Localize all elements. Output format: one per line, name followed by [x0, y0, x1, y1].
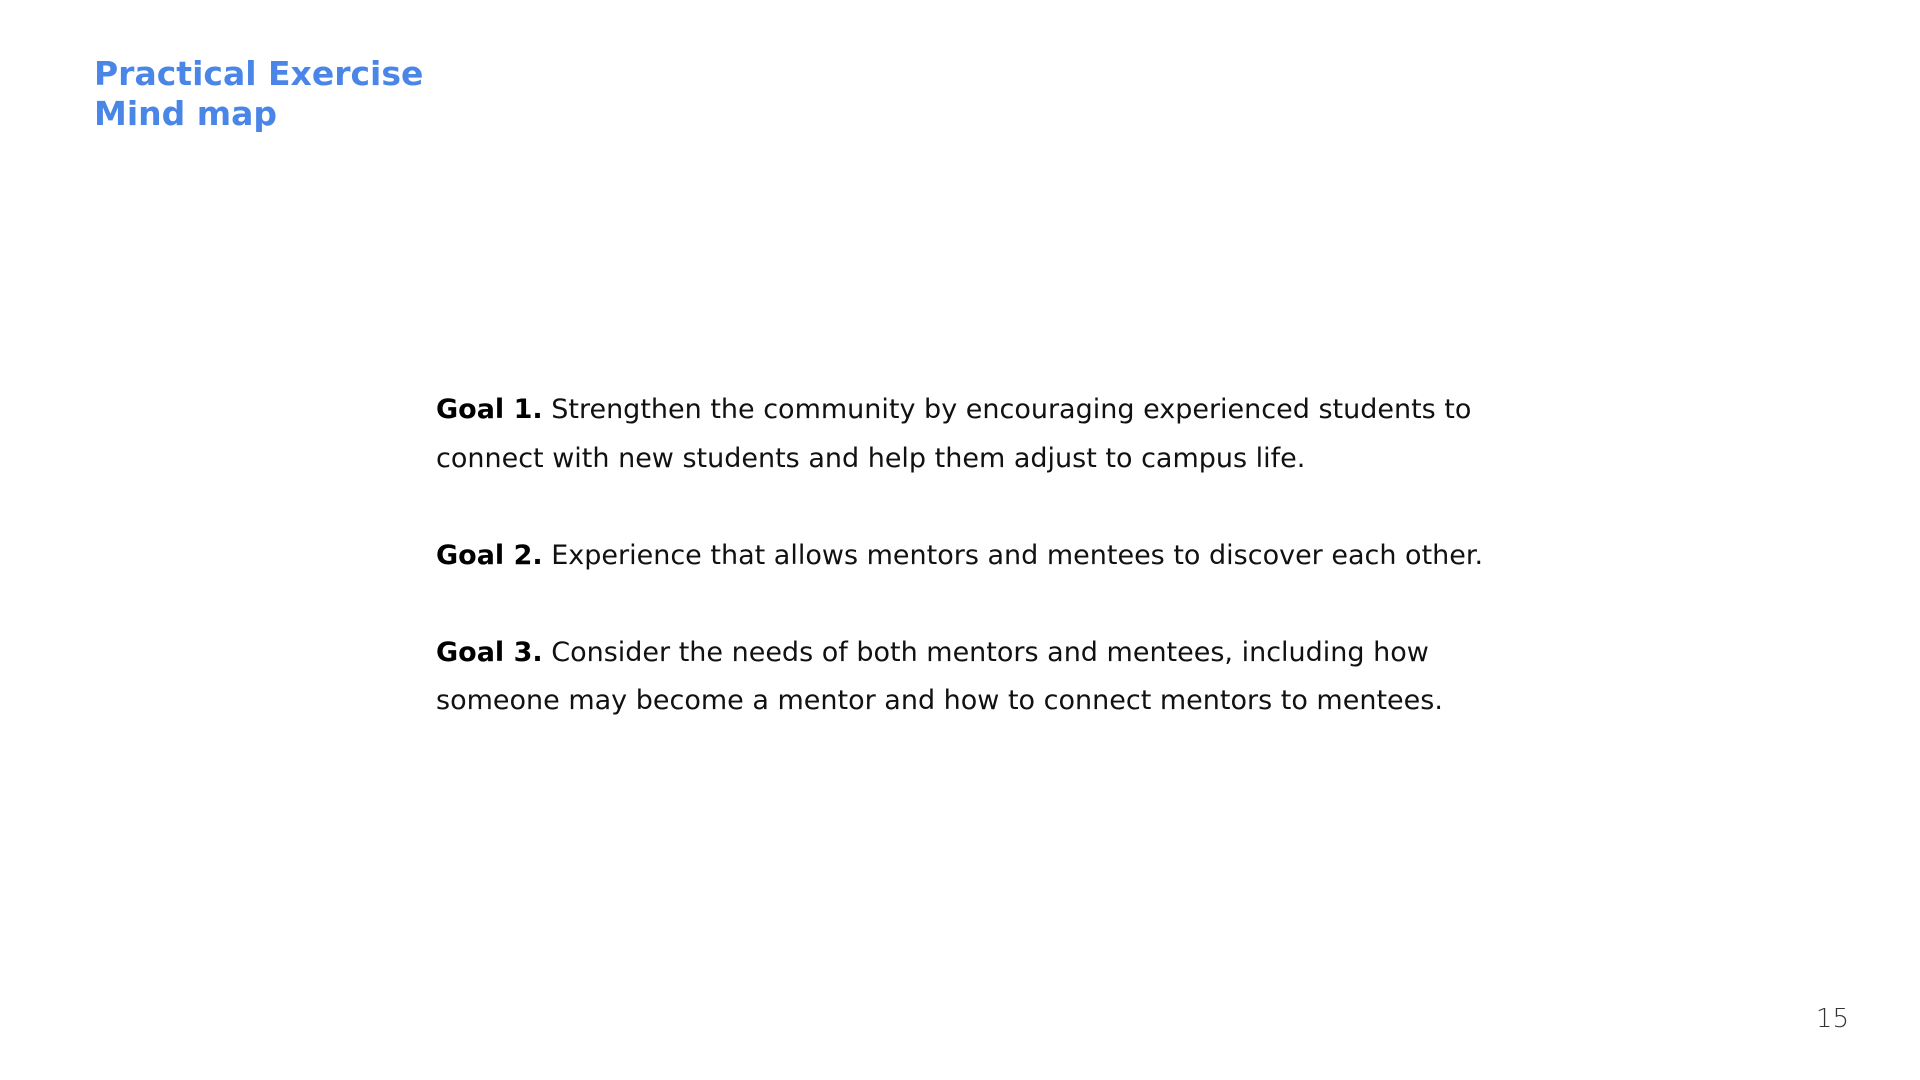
goal-item-2: [436, 532, 1516, 581]
goal-item-3: [436, 629, 1516, 726]
goal-label-3: Goal 3.: [436, 636, 543, 668]
goal-label-1: Goal 1.: [436, 394, 543, 425]
goal-item-1: [436, 386, 1516, 483]
goal-text-1: Strengthen the community by encouraging experienced students to connect with new students and help them adjust to campus life.: [436, 394, 1472, 474]
goal-text-2: Experience that allows mentors and mentees to discover each other.: [542, 539, 1484, 571]
goal-label-2: Goal 2.: [436, 539, 543, 571]
goals-list: [436, 386, 1516, 774]
title-line-2: Mind map: [94, 94, 278, 133]
slide-title: [94, 54, 423, 134]
page-number: 15: [1815, 1004, 1849, 1034]
goal-text-3: Consider the needs of both mentors and mentees, including how someone may become a mentor and how to connect mentors to mentees.: [436, 636, 1443, 716]
title-line-1: Practical Exercise: [94, 54, 424, 93]
